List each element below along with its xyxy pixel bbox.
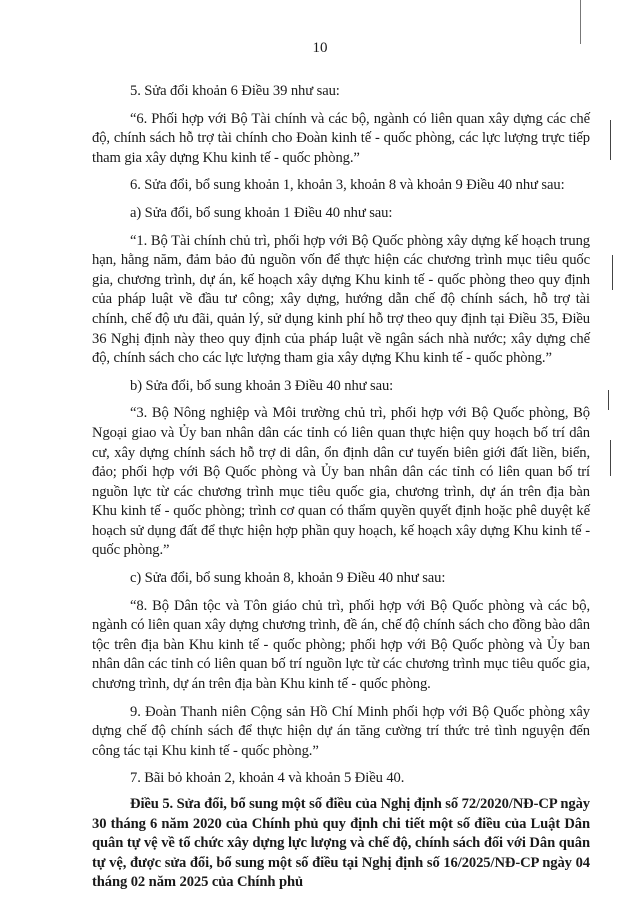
margin-line-1 bbox=[610, 120, 611, 160]
paragraph-1: 5. Sửa đổi khoản 6 Điều 39 như sau: bbox=[130, 83, 340, 99]
scan-mark-top-right bbox=[580, 0, 581, 44]
paragraph-5: “1. Bộ Tài chính chủ trì, phối hợp với Bộ Quốc phòng xây dựng kế hoạch trung hạn, hằng năm, đảm bảo đủ nguồn vốn để thực hiện các chương trình mục tiêu quốc gia, chương trình, dự án, kế hoạch xây dựng Khu kinh tế - quốc phòng theo quy định của pháp luật về đầu tư công; xây dựng, hướng dẫn chế độ chính sách, hỗ trợ tài chính, chế độ ưu đãi, quản lý, sử dụng kinh phí hỗ trợ theo quy định tại Điều 35, Điều 36 Nghị định này theo quy định của pháp luật về ngân sách nhà nước; xây dựng chế độ, chính sách cho các lực lượng tham gia xây dựng Khu kinh tế - quốc phòng.” bbox=[92, 232, 590, 367]
margin-line-2 bbox=[612, 255, 613, 290]
paragraph-6: b) Sửa đổi, bổ sung khoản 3 Điều 40 như sau: bbox=[130, 377, 394, 394]
paragraph-2: “6. Phối hợp với Bộ Tài chính và các bộ, ngành có liên quan xây dựng các chế độ, chính sách hỗ trợ tài chính cho Đoàn kinh tế - quốc phòng, các lực lượng trực tiếp tham gia xây dựng Khu kinh tế - quốc phòng.” bbox=[92, 110, 590, 166]
paragraph-8: c) Sửa đổi, bổ sung khoản 8, khoản 9 Điều 40 như sau: bbox=[130, 570, 446, 587]
paragraph-3: 6. Sửa đổi, bổ sung khoản 1, khoản 3, khoản 8 và khoản 9 Điều 40 như sau: bbox=[130, 177, 565, 194]
paragraph-10: 9. Đoàn Thanh niên Cộng sản Hồ Chí Minh phối hợp với Bộ Quốc phòng xây dựng chế độ chính sách để thực hiện dự án tăng cường trí thức trẻ tình nguyện đến công tác tại Khu kinh tế - quốc phòng.” bbox=[92, 703, 590, 759]
paragraph-7: “3. Bộ Nông nghiệp và Môi trường chủ trì, phối hợp với Bộ Quốc phòng, Bộ Ngoại giao và Ủy ban nhân dân các tỉnh có liên quan thực hiện quy hoạch bố trí dân cư, xây dựng chính sách hỗ trợ di dân, ổn định dân cư tuyến biên giới đất liền, biển, đảo; phối hợp với Bộ Quốc phòng và Ủy ban nhân dân các tỉnh có liên quan bố trí nguồn lực từ các chương trình mục tiêu quốc gia, chương trình, dự án trên địa bàn Khu kinh tế - quốc phòng; trình cơ quan có thẩm quyền quyết định hoặc phê duyệt kế hoạch sử dụng đất để thực hiện hợp phần quy hoạch, kế hoạch xây dựng Khu kinh tế - quốc phòng.” bbox=[92, 405, 590, 559]
margin-line-4 bbox=[610, 440, 611, 476]
page-number: 10 bbox=[312, 40, 328, 56]
paragraph-4: a) Sửa đổi, bổ sung khoản 1 Điều 40 như sau: bbox=[130, 204, 393, 221]
paragraph-9: “8. Bộ Dân tộc và Tôn giáo chủ trì, phối hợp với Bộ Quốc phòng và các bộ, ngành có liên quan xây dựng chương trình, đề án, chế độ chính sách cho đồng bào dân tộc trên địa bàn Khu kinh tế - quốc phòng; phối hợp với Bộ Quốc phòng và Ủy ban nhân dân các tỉnh có liên quan bố trí nguồn lực từ các chương trình mục tiêu quốc gia, chương trình, dự án trên địa bàn Khu kinh tế - quốc phòng. bbox=[92, 597, 590, 693]
paragraph-11: 7. Bãi bỏ khoản 2, khoản 4 và khoản 5 Điều 40. bbox=[130, 770, 405, 787]
document-body bbox=[92, 82, 590, 901]
margin-line-3 bbox=[608, 390, 609, 410]
article-heading: Điều 5. Sửa đổi, bổ sung một số điều của Nghị định số 72/2020/NĐ-CP ngày 30 tháng 6 năm 2020 của Chính phủ quy định chi tiết một số điều của Luật Dân quân tự vệ về tổ chức xây dựng lực lượng và chế độ, chính sách đối với Dân quân tự vệ, được sửa đổi, bổ sung một số điều tại Nghị định số 16/2025/NĐ-CP ngày 04 tháng 02 năm 2025 của Chính phủ bbox=[92, 796, 590, 891]
